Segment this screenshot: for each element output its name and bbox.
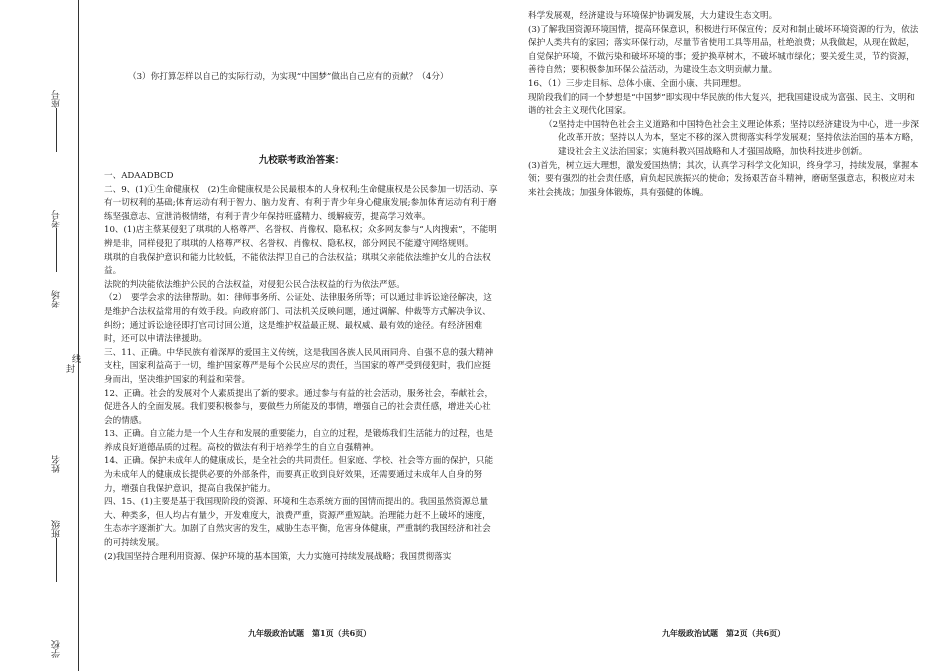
answer-line: 四、15、(1)主要是基于我国现阶段的资源、环境和生态系统方面的国情而提出的。我国虽然资源总量大、种类多，但人均占有量少，开发难度大，浪费严重，资源严重短缺。治理能力赶不上破坏的速度，生态赤字逐渐扩大。加剧了自然灾害的发生，威胁生态平衡，危害身体健康，严重制约我国经济和社会的可持续发展。 bbox=[104, 497, 491, 549]
answer-body-page1 bbox=[104, 170, 499, 564]
page-footer-1: 九年级政治试题 第1页（共6页） bbox=[248, 628, 372, 638]
answer-line: 一、ADAADBCD bbox=[104, 171, 174, 181]
answer-line: 三、11、正确。中华民族有着深厚的爱国主义传统，这是我国各族人民风雨同舟、自强不息的强大精神支柱，国家利益高于一切，维护国家尊严是每个公民应尽的责任，当国家的尊严受到侵犯时，我们应挺身而出，坚决维护国家的利益和荣誉。 bbox=[104, 347, 494, 385]
exam-number-label: 考号 bbox=[52, 210, 62, 228]
seal-char: 封 bbox=[66, 365, 76, 375]
answer-body-page2 bbox=[528, 10, 923, 200]
answer-line: 科学发展观，经济建设与环境保护协调发展，大力建设生态文明。 bbox=[528, 11, 778, 21]
answer-line: 琪琪的自我保护意识和能力比较低，不能依法捍卫自己的合法权益；琪琪父亲能依法维护女儿的合法权益。 bbox=[104, 252, 491, 277]
answer-line: 现阶段我们的同一个梦想是“中国梦”即实现中华民族的伟大复兴，把我国建设成为富强、民主、文明和谐的社会主义现代化国家。 bbox=[528, 92, 915, 117]
question-3-prompt: （3）你打算怎样以自己的实际行动，为实现“中国梦”做出自己应有的贡献？（4分） bbox=[128, 72, 449, 82]
answer-line: 10、(1)店主蔡某侵犯了琪琪的人格尊严、名誉权、肖像权、隐私权；众多网友参与“人肉搜索”，不能明辨是非，同样侵犯了琪琪的人格尊严权、名誉权、肖像权、隐私权，部分网民不能遵守网络规则。 bbox=[104, 225, 497, 249]
answer-line: (3)首先，树立远大理想，激发爱国热情；其次，认真学习科学文化知识，终身学习，持续发展，掌握本领；要有强烈的社会责任感，肩负起民族振兴的使命；发扬艰苦奋斗精神，磨砺坚强意志，积极应对未来社会挑战；加强身体锻炼，具有强健的体魄。 bbox=[528, 160, 919, 198]
answer-line: 二、9、(1)①生命健康权 (2)生命健康权是公民最根本的人身权利;生命健康权是公民参加一切活动、享有一切权利的基础;体育运动有利于智力、脑力发育、有利于青少年身心健康发展;参加体育运动有利于磨练坚强意志、宣泄消极情绪，有利于青少年保持旺盛精力、缓解疲劳，提高学习效率。 bbox=[104, 184, 498, 222]
answer-line: 法院的判决能依法维护公民的合法权益，对侵犯公民合法权益的行为依法严惩。 bbox=[104, 279, 405, 290]
seat-label: 座号 bbox=[52, 90, 62, 108]
answer-subpoint: （2坚持走中国特色社会主义道路和中国特色社会主义理论体系；坚持以经济建设为中心，进一步深化改革开放；坚持以人为本，坚定不移的深入贯彻落实科学发展观；坚持依法治国的基本方略，建设社会主义法治国家；实施科教兴国战略和人才强国战略，加快科技进步创新。 bbox=[544, 119, 920, 157]
answer-line: 16、（1）三步走目标、总体小康、全面小康、共同理想。 bbox=[528, 78, 747, 89]
name-label: 姓名 bbox=[52, 455, 62, 473]
class-field bbox=[52, 520, 62, 582]
page-footer-2: 九年级政治试题 第2页（共6页） bbox=[662, 628, 786, 638]
answer-line: 13、正确。自立能力是一个人生存和发展的重要能力，自立的过程，是锻炼我们生活能力的过程，也是养成良好道德品质的过程。高校的做法有利于培养学生的自立自强精神。 bbox=[104, 429, 494, 453]
answer-line: (3)了解我国资源环境国情，提高环保意识，积极进行环保宣传；反对和制止破坏环境资源的行为，依法保护人类共有的家园；落实环保行动，尽量节省使用工具等用品，杜绝浪费；从我做起，从现在做起，自觉保护环境，不做污染和破坏环境的事；爱护换草树木，不破坏城市绿化；要关爱生灵，节约资源，善待自然；要积极参加环保公益活动，为建设生态文明贡献力量。 bbox=[528, 24, 919, 76]
exam-number-field bbox=[52, 210, 62, 272]
school-field bbox=[52, 640, 62, 658]
binding-line bbox=[78, 0, 79, 671]
exam-room-label: 考场 bbox=[52, 290, 62, 308]
answer-title: 九校联考政治答案： bbox=[258, 155, 345, 166]
school-label: 学校 bbox=[52, 640, 62, 658]
line-char: 线 bbox=[72, 355, 82, 365]
answer-line: (2)我国坚持合理利用资源、保护环境的基本国策，大力实施可持续发展战略；我国贯彻落实 bbox=[104, 551, 452, 562]
binding-margin bbox=[0, 0, 82, 671]
class-label: 班级 bbox=[52, 520, 62, 538]
name-field bbox=[52, 455, 62, 473]
exam-room-field bbox=[52, 290, 62, 308]
answer-subpoint: （2） 要学会求的法律帮助。如：律师事务所、公证处、法律服务所等；可以通过非诉讼途径解决，这是维护合法权益常用的有效手段。向政府部门、司法机关反映问题，通过调解、仲裁等方式解决争议、纠纷；通过诉讼途径即打官司讨回公道，这是维护权益最正规、最权威、最有效的途径。有经济困难时，还可以申请法律援助。 bbox=[104, 293, 492, 345]
answer-line: 12、正确。社会的发展对个人素质提出了新的要求。通过参与有益的社会活动，服务社会，奉献社会，促进各人的全面发展。我们要积极参与，要做些力所能及的事情，增强自己的社会责任感，增进关心社会的情感。 bbox=[104, 388, 494, 426]
answer-line: 14、正确。保护未成年人的健康成长，是全社会的共同责任。但家庭、学校、社会等方面的保护，只能为未成年人的健康成长提供必要的外部条件，而要真正收到良好效果，还需要通过未成年人自身的努力，增强自我保护意识，提高自我保护能力。 bbox=[104, 456, 494, 494]
seat-number-field bbox=[52, 90, 62, 152]
